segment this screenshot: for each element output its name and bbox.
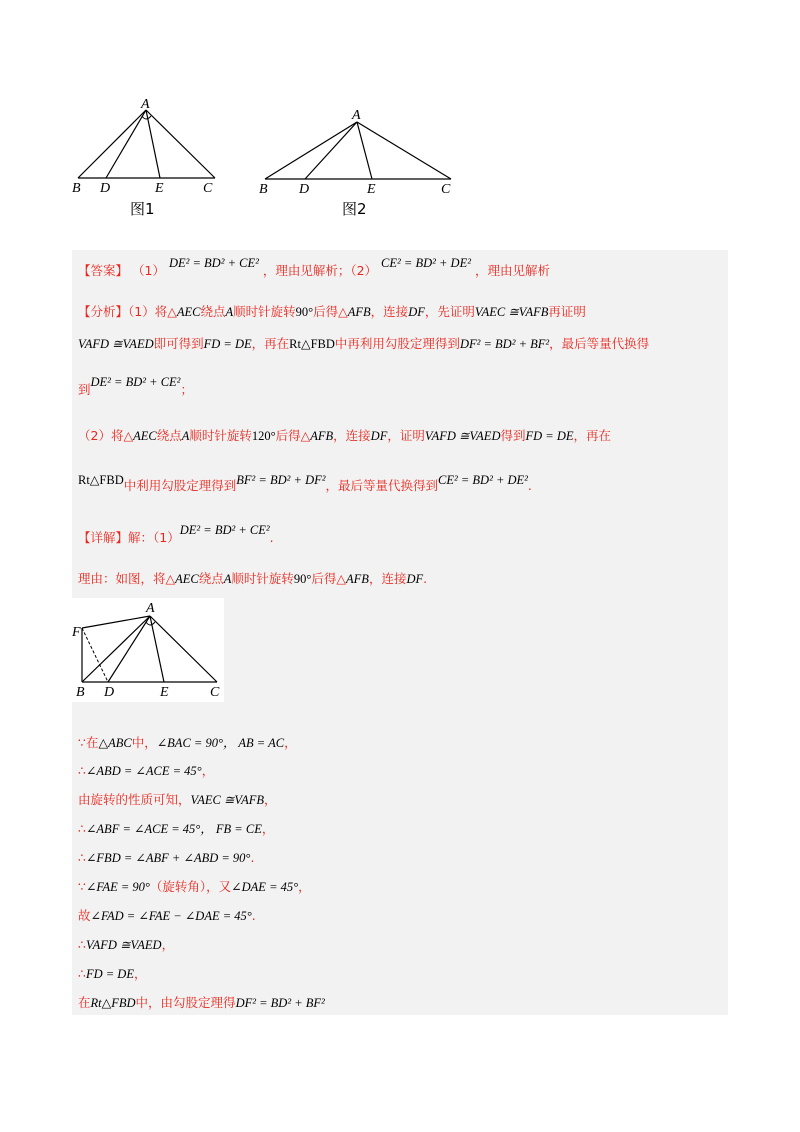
text: （2）将△ bbox=[78, 428, 134, 443]
text: 得到 bbox=[500, 428, 526, 443]
analysis-line-1 bbox=[78, 304, 586, 320]
fig1-label-b: B bbox=[72, 181, 81, 196]
fig3-label-e: E bbox=[160, 685, 169, 700]
proof-text: ∵ bbox=[78, 879, 86, 894]
proof-text: 故 bbox=[78, 908, 91, 923]
text: 顺时针旋转 bbox=[231, 571, 294, 586]
text: 后得△ bbox=[311, 571, 347, 586]
text: 再证明 bbox=[548, 304, 586, 319]
text: 绕点 bbox=[200, 304, 226, 319]
proof-text: ∴ bbox=[78, 850, 86, 865]
math: AFB bbox=[346, 572, 369, 586]
fig2-label-d: D bbox=[299, 182, 310, 197]
proof-math: ∠FBD = ∠ABF + ∠ABD = 90° bbox=[85, 851, 251, 865]
text: 后得△ bbox=[313, 304, 348, 319]
reason-line bbox=[78, 571, 427, 587]
analysis-line-5 bbox=[78, 473, 532, 494]
math: 90° bbox=[293, 572, 312, 586]
answer-tag: 【答案】 bbox=[78, 263, 129, 278]
detail-eq: DE² = BD² + CE² bbox=[179, 523, 270, 537]
text: ，先证明 bbox=[424, 304, 475, 319]
proof-step bbox=[78, 850, 254, 866]
math: FD = DE bbox=[525, 429, 574, 443]
proof-step bbox=[78, 821, 274, 837]
math: A bbox=[223, 572, 232, 586]
proof-step bbox=[78, 879, 311, 895]
math: VAFD ≅VAED bbox=[78, 337, 154, 351]
proof-text: 由旋转的性质可知， bbox=[78, 792, 191, 807]
analysis-line-2 bbox=[78, 336, 649, 352]
proof-text: ， bbox=[284, 735, 297, 750]
fig2-label-e: E bbox=[367, 182, 376, 197]
proof-step bbox=[78, 966, 146, 982]
figure-1 bbox=[70, 92, 230, 197]
proof-text: （旋转角），又 bbox=[149, 879, 232, 894]
fig1-label-d: D bbox=[100, 181, 111, 196]
math: A bbox=[181, 429, 190, 443]
math: DF bbox=[370, 429, 388, 443]
text: ，再在 bbox=[573, 428, 612, 443]
math: VAFD ≅VAED bbox=[424, 429, 501, 443]
math: Rt△FBD bbox=[289, 337, 335, 351]
fig1-label-e: E bbox=[155, 181, 164, 196]
proof-math: ∠ABD = ∠ACE = 45° bbox=[85, 764, 202, 778]
text: ，最后等量代换得到 bbox=[325, 478, 438, 493]
proof-math: ∠FAE = 90° bbox=[85, 880, 150, 894]
proof-step bbox=[78, 937, 174, 953]
text: ，最后等量代换得 bbox=[549, 336, 650, 351]
math: 90° bbox=[295, 305, 314, 319]
answer-eq2: CE² = BD² + DE² bbox=[381, 256, 471, 270]
proof-step bbox=[78, 908, 256, 924]
proof-text: ∴ bbox=[78, 763, 86, 778]
text: . bbox=[269, 530, 274, 545]
proof-text: 在 bbox=[78, 995, 91, 1010]
math: AFB bbox=[347, 305, 371, 319]
text: 到 bbox=[78, 382, 91, 397]
proof-text: 中，由勾股定理得 bbox=[135, 995, 236, 1010]
detail-line bbox=[78, 523, 274, 546]
text: 中利用勾股定理得到 bbox=[123, 478, 237, 493]
math: DE² = BD² + CE² bbox=[90, 375, 181, 389]
text: 绕点 bbox=[156, 428, 182, 443]
fig1-caption: 图1 bbox=[130, 200, 155, 218]
text: ，证明 bbox=[387, 428, 425, 443]
proof-step bbox=[78, 763, 214, 779]
math: Rt△FBD bbox=[78, 473, 124, 487]
fig1-label-a: A bbox=[141, 97, 150, 112]
proof-text: . bbox=[250, 850, 255, 865]
fig2-label-b: B bbox=[259, 182, 268, 197]
analysis-tag: 【分析】 bbox=[78, 304, 129, 319]
math: VAEC ≅VAFB bbox=[474, 305, 549, 319]
math: AEC bbox=[176, 305, 201, 319]
text: ； bbox=[180, 382, 193, 397]
fig3-label-b: B bbox=[76, 685, 85, 700]
proof-text: . bbox=[251, 908, 256, 923]
fig2-label-c: C bbox=[441, 182, 451, 197]
proof-math: △ABC bbox=[98, 736, 132, 750]
fig2-caption: 图2 bbox=[342, 200, 367, 218]
analysis-line-4 bbox=[78, 428, 611, 444]
fig3-label-d: D bbox=[104, 685, 115, 700]
proof-text: ， bbox=[264, 792, 277, 807]
math: A bbox=[225, 305, 234, 319]
text: 中再利用勾股定理得到 bbox=[334, 336, 460, 351]
math: DF² = BD² + BF² bbox=[459, 337, 550, 351]
text: 绕点 bbox=[198, 571, 224, 586]
math: DF bbox=[406, 572, 424, 586]
proof-math: FD = DE bbox=[85, 967, 134, 981]
proof-math: Rt△FBD bbox=[90, 996, 136, 1010]
text: . bbox=[423, 571, 428, 586]
math: AFB bbox=[310, 429, 334, 443]
proof-text: ∴ bbox=[78, 821, 86, 836]
proof-step bbox=[78, 792, 277, 808]
proof-text: ， bbox=[133, 966, 147, 981]
proof-text: ∴ bbox=[78, 966, 86, 981]
text: 即可得到 bbox=[153, 336, 204, 351]
proof-text: 中， bbox=[131, 735, 157, 750]
text: 顺时针旋转 bbox=[189, 428, 252, 443]
text: ，连接 bbox=[333, 428, 371, 443]
fig2-label-a: A bbox=[352, 108, 361, 123]
proof-text: ∴ bbox=[78, 937, 86, 952]
answer-line bbox=[78, 256, 550, 279]
figure-2 bbox=[255, 102, 465, 197]
text: ，再在 bbox=[251, 336, 290, 351]
text: 顺时针旋转 bbox=[233, 304, 296, 319]
figure-3 bbox=[72, 598, 224, 702]
text: ，连接 bbox=[368, 571, 407, 586]
fig1-label-c: C bbox=[203, 181, 213, 196]
fig3-label-a: A bbox=[146, 601, 155, 616]
math: DF bbox=[408, 305, 425, 319]
proof-text: ， bbox=[298, 879, 311, 894]
proof-math: ∠FAD = ∠FAE − ∠DAE = 45° bbox=[90, 909, 252, 923]
math: CE² = BD² + DE² bbox=[438, 473, 528, 487]
proof-text: ∵在 bbox=[78, 735, 99, 750]
math: AEC bbox=[175, 572, 199, 586]
proof-math: VAEC ≅VAFB bbox=[190, 793, 265, 807]
proof-math: ∠DAE = 45° bbox=[231, 880, 299, 894]
math: FD = DE bbox=[203, 337, 252, 351]
proof-math: ∠BAC = 90°， AB = AC bbox=[156, 736, 285, 750]
text: ，连接 bbox=[370, 304, 409, 319]
detail-tag: 【详解】解：（1） bbox=[78, 530, 180, 545]
proof-text: ， bbox=[161, 937, 175, 952]
answer-part1: （1） bbox=[132, 263, 165, 278]
proof-math: ∠ABF = ∠ACE = 45°， FB = CE bbox=[85, 822, 262, 836]
text: 后得△ bbox=[275, 428, 311, 443]
proof-math: DF² = BD² + BF² bbox=[235, 996, 325, 1010]
proof-step bbox=[78, 735, 297, 751]
math: BF² = BD² + DF² bbox=[236, 473, 326, 487]
proof-text: ， bbox=[261, 821, 275, 836]
math: 120° bbox=[251, 429, 276, 443]
proof-math: VAFD ≅VAED bbox=[85, 938, 162, 952]
math: AEC bbox=[133, 429, 157, 443]
text: （1）将△ bbox=[128, 304, 177, 319]
answer-eq1: DE² = BD² + CE² bbox=[168, 256, 259, 270]
fig3-label-f: F bbox=[72, 625, 81, 640]
fig3-label-c: C bbox=[210, 685, 220, 700]
proof-text: ， bbox=[201, 763, 215, 778]
answer-reason1: ，理由见解析；（2） bbox=[262, 263, 378, 278]
analysis-line-3 bbox=[78, 375, 193, 398]
text: 理由：如图，将△ bbox=[78, 571, 176, 586]
answer-reason2: ，理由见解析 bbox=[474, 263, 550, 278]
text: . bbox=[527, 478, 532, 493]
proof-step bbox=[78, 995, 325, 1011]
